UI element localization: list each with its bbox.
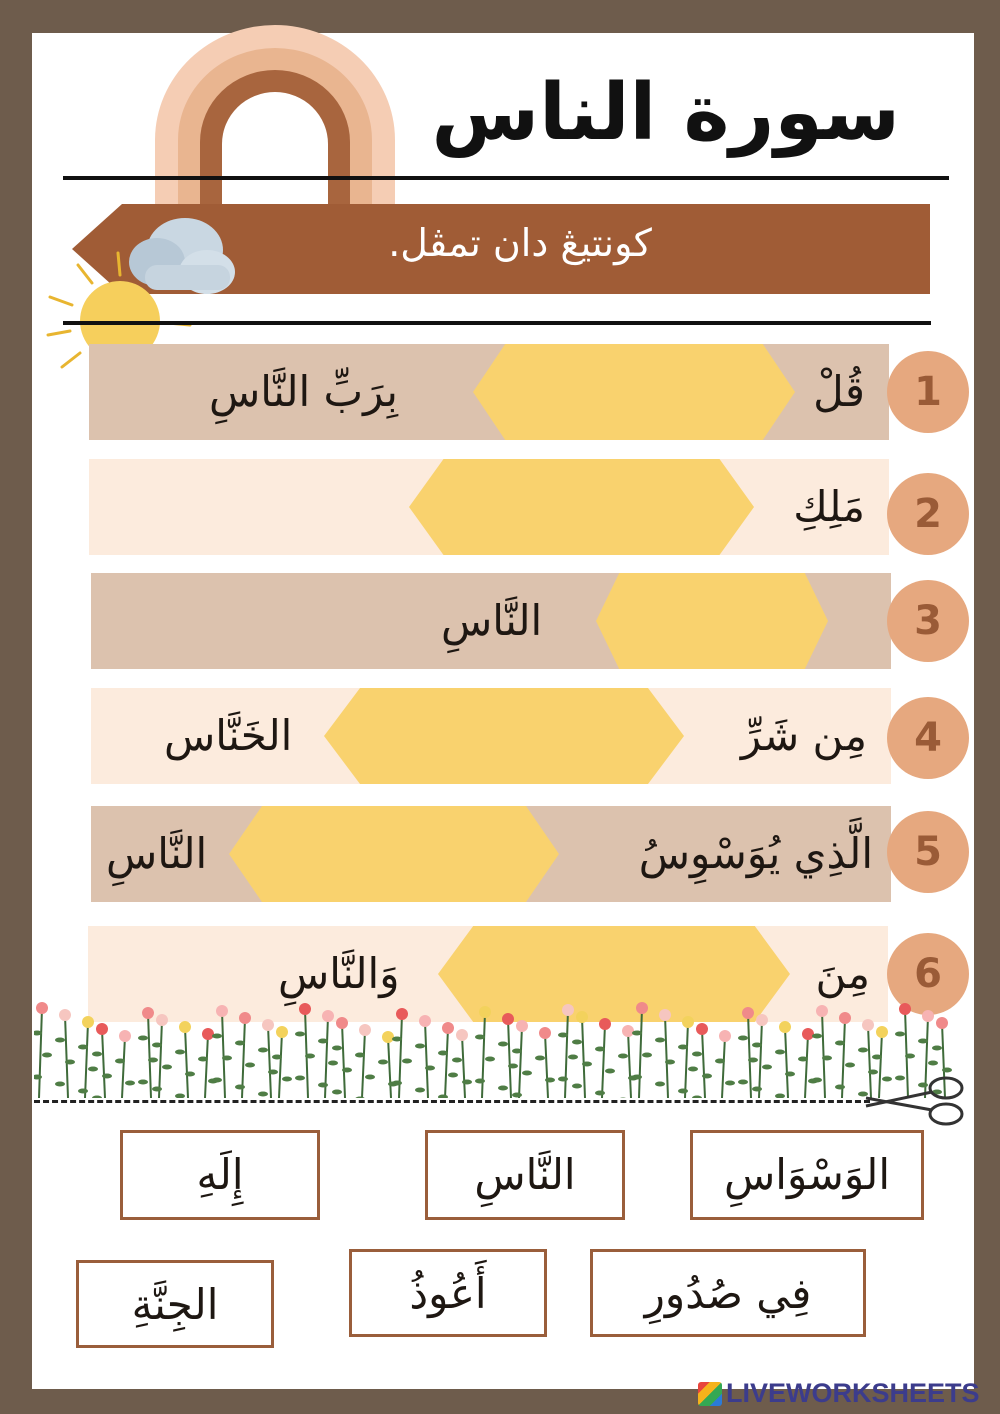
flower-stem	[602, 1024, 605, 1098]
flower-leaf	[175, 1050, 185, 1055]
flower-stem	[628, 1031, 631, 1098]
flower-bloom	[682, 1016, 694, 1028]
flower-bloom	[576, 1011, 588, 1023]
flower-stem	[545, 1033, 548, 1098]
liveworksheets-logo	[698, 1378, 998, 1410]
flower-stem	[122, 1036, 125, 1098]
flower-leaf	[258, 1092, 268, 1097]
flower-bloom	[216, 1005, 228, 1017]
flower-leaf	[498, 1086, 508, 1091]
flower-leaf	[235, 1041, 245, 1046]
flower-bloom	[779, 1021, 791, 1033]
flower-leaf	[305, 1054, 315, 1059]
flower-stem	[508, 1019, 511, 1098]
flower-leaf	[512, 1093, 522, 1098]
answer-card-ilah[interactable]: إِلَهِ	[120, 1130, 320, 1220]
flower-bloom	[899, 1003, 911, 1015]
flower-bloom	[636, 1002, 648, 1014]
flower-leaf	[138, 1036, 148, 1041]
flower-leaf	[222, 1056, 232, 1061]
flower-leaf	[775, 1094, 785, 1099]
verse-4-words-right: مِن شَرِّ	[740, 711, 867, 760]
verse-1-words-left: بِرَبِّ النَّاسِ	[209, 367, 398, 416]
flower-leaf	[692, 1052, 702, 1057]
flower-leaf	[42, 1053, 52, 1058]
flower-bloom	[179, 1021, 191, 1033]
flower-leaf	[295, 1076, 305, 1081]
flower-bloom	[419, 1015, 431, 1027]
flower-leaf	[245, 1063, 255, 1068]
verse-row-4	[91, 688, 891, 784]
flower-bloom	[82, 1016, 94, 1028]
flower-stem	[342, 1023, 345, 1098]
flower-leaf	[678, 1045, 688, 1050]
flower-leaf	[235, 1085, 245, 1090]
verse-6-words-left: وَالنَّاسِ	[278, 949, 400, 998]
flower-leaf	[88, 1067, 98, 1072]
flower-leaf	[258, 1048, 268, 1053]
flower-bloom	[802, 1028, 814, 1040]
flower-leaf	[508, 1064, 518, 1069]
flower-bloom	[516, 1020, 528, 1032]
verse-row-2	[89, 459, 889, 555]
flower-leaf	[568, 1055, 578, 1060]
flower-leaf	[402, 1059, 412, 1064]
flower-leaf	[785, 1072, 795, 1077]
flower-leaf	[715, 1059, 725, 1064]
scissors-icon	[862, 1072, 972, 1130]
flower-leaf	[125, 1081, 135, 1086]
flower-leaf	[415, 1088, 425, 1093]
verse-2-words-right: مَلِكِ	[793, 482, 865, 531]
flower-leaf	[55, 1038, 65, 1043]
answer-drop-zone-4[interactable]	[324, 688, 684, 784]
flower-bloom	[239, 1012, 251, 1024]
flower-bloom	[756, 1014, 768, 1026]
flower-leaf	[642, 1053, 652, 1058]
flower-bloom	[396, 1008, 408, 1020]
flower-leaf	[212, 1078, 222, 1083]
flower-bloom	[922, 1010, 934, 1022]
answer-card-audhu[interactable]: أَعُوذُ	[349, 1249, 547, 1337]
flower-bloom	[36, 1002, 48, 1014]
flower-leaf	[115, 1059, 125, 1064]
flower-bloom	[862, 1019, 874, 1031]
flower-stem	[702, 1029, 705, 1098]
flower-leaf	[748, 1058, 758, 1063]
flower-stem	[582, 1017, 585, 1098]
flower-leaf	[152, 1043, 162, 1048]
flower-leaf	[92, 1096, 102, 1099]
flower-leaf	[545, 1078, 555, 1083]
flower-leaf	[835, 1041, 845, 1046]
flower-leaf	[355, 1097, 365, 1099]
flower-leaf	[102, 1074, 112, 1079]
flower-leaf	[415, 1044, 425, 1049]
answer-card-annas[interactable]: النَّاسِ	[425, 1130, 625, 1220]
flower-stem	[148, 1013, 151, 1098]
verse-number-2: 2	[887, 473, 969, 555]
verse-number-3: 3	[887, 580, 969, 662]
flower-leaf	[272, 1055, 282, 1060]
flower-leaf	[92, 1052, 102, 1057]
flower-leaf	[895, 1032, 905, 1037]
flower-leaf	[572, 1040, 582, 1045]
flower-stem	[519, 1026, 522, 1098]
flower-leaf	[185, 1072, 195, 1077]
divider-bottom	[63, 321, 931, 325]
flower-leaf	[835, 1085, 845, 1090]
flower-leaf	[55, 1082, 65, 1087]
flower-leaf	[572, 1084, 582, 1089]
flower-bloom	[336, 1017, 348, 1029]
flower-bloom	[442, 1022, 454, 1034]
flower-leaf	[665, 1060, 675, 1065]
flower-leaf	[475, 1079, 485, 1084]
flower-bloom	[156, 1014, 168, 1026]
flower-leaf	[582, 1062, 592, 1067]
flower-leaf	[632, 1031, 642, 1036]
flower-stem	[388, 1037, 391, 1098]
flower-leaf	[928, 1061, 938, 1066]
flower-bloom	[142, 1007, 154, 1019]
flower-leaf	[618, 1054, 628, 1059]
flower-leaf	[702, 1074, 712, 1079]
flower-leaf	[438, 1095, 448, 1099]
flower-leaf	[932, 1046, 942, 1051]
verse-6-words-right: مِنَ	[815, 949, 870, 998]
flower-stem	[748, 1013, 751, 1098]
flower-bloom	[659, 1009, 671, 1021]
flower-stem	[565, 1010, 568, 1098]
flower-stem	[185, 1027, 188, 1098]
flower-leaf	[618, 1098, 628, 1099]
verse-row-3	[91, 573, 891, 669]
flower-leaf	[268, 1070, 278, 1075]
logo-text: LIVEWORKSHEETS	[726, 1378, 980, 1408]
rainbow-icon	[150, 20, 410, 220]
flower-bloom	[359, 1024, 371, 1036]
flower-stem	[102, 1029, 105, 1098]
flower-stem	[639, 1008, 642, 1098]
logo-mark-icon	[698, 1382, 722, 1406]
flower-bloom	[262, 1019, 274, 1031]
flower-leaf	[632, 1075, 642, 1080]
flower-leaf	[558, 1033, 568, 1038]
flower-leaf	[162, 1065, 172, 1070]
flower-leaf	[798, 1057, 808, 1062]
flower-stem	[39, 1008, 42, 1098]
flower-stem	[305, 1009, 308, 1098]
flower-leaf	[392, 1081, 402, 1086]
flower-leaf	[438, 1051, 448, 1056]
flower-bloom	[456, 1029, 468, 1041]
flower-leaf	[655, 1082, 665, 1087]
flower-leaf	[512, 1049, 522, 1054]
answer-card-fi-sudur[interactable]: فِي صُدُورِ	[590, 1249, 866, 1337]
flower-leaf	[318, 1083, 328, 1088]
flower-leaf	[678, 1089, 688, 1094]
flower-bloom	[322, 1010, 334, 1022]
verse-number-1: 1	[887, 351, 969, 433]
flower-leaf	[152, 1087, 162, 1092]
flower-leaf	[295, 1032, 305, 1037]
flower-leaf	[342, 1068, 352, 1073]
flower-leaf	[692, 1096, 702, 1099]
flower-bloom	[202, 1028, 214, 1040]
flower-leaf	[78, 1089, 88, 1094]
flower-leaf	[332, 1090, 342, 1095]
cut-line	[34, 1100, 870, 1103]
flower-bloom	[876, 1026, 888, 1038]
flower-leaf	[65, 1060, 75, 1065]
verse-5-words-right: الَّذِي يُوَسْوِسُ	[638, 829, 873, 878]
flower-leaf	[605, 1069, 615, 1074]
flower-leaf	[328, 1061, 338, 1066]
flower-leaf	[425, 1066, 435, 1071]
flower-leaf	[148, 1058, 158, 1063]
flower-bloom	[502, 1013, 514, 1025]
flower-bloom	[119, 1030, 131, 1042]
flower-stem	[205, 1034, 208, 1098]
flower-leaf	[378, 1060, 388, 1065]
flower-leaf	[752, 1087, 762, 1092]
flower-leaf	[918, 1039, 928, 1044]
flower-leaf	[905, 1054, 915, 1059]
flower-stem	[805, 1034, 808, 1098]
verse-number-6: 6	[887, 933, 969, 1015]
flower-bloom	[299, 1003, 311, 1015]
flower-leaf	[812, 1078, 822, 1083]
flower-leaf	[655, 1038, 665, 1043]
flower-stem	[222, 1011, 225, 1098]
flower-leaf	[332, 1046, 342, 1051]
flower-leaf	[485, 1057, 495, 1062]
flower-bloom	[382, 1031, 394, 1043]
flower-leaf	[365, 1075, 375, 1080]
flower-leaf	[775, 1050, 785, 1055]
flower-leaf	[175, 1094, 185, 1099]
flower-leaf	[452, 1058, 462, 1063]
flower-leaf	[448, 1073, 458, 1078]
flower-leaf	[858, 1048, 868, 1053]
flower-stem	[482, 1012, 485, 1098]
flower-leaf	[725, 1081, 735, 1086]
verse-row-5	[91, 806, 891, 902]
flower-bloom	[839, 1012, 851, 1024]
flower-stem	[445, 1028, 448, 1098]
flower-leaf	[282, 1077, 292, 1082]
flower-leaf	[392, 1037, 402, 1042]
flower-bloom	[622, 1025, 634, 1037]
flower-stem	[362, 1030, 365, 1098]
verse-1-words-right: قُلْ	[813, 367, 865, 416]
page-title: سورة الناس	[431, 68, 900, 158]
answer-drop-zone-2[interactable]	[409, 459, 754, 555]
flower-leaf	[34, 1075, 42, 1080]
verse-row-1	[89, 344, 889, 440]
flower-bloom	[539, 1027, 551, 1039]
flower-stem	[399, 1014, 402, 1098]
flower-stem	[268, 1025, 271, 1098]
flower-bloom	[936, 1017, 948, 1029]
answer-drop-zone-5[interactable]	[229, 806, 559, 902]
flower-leaf	[738, 1036, 748, 1041]
flower-leaf	[212, 1034, 222, 1039]
verse-5-words-left: النَّاسِ	[106, 829, 208, 878]
flower-leaf	[738, 1080, 748, 1085]
verse-number-5: 5	[887, 811, 969, 893]
flower-stem	[85, 1022, 88, 1098]
flower-bloom	[479, 1006, 491, 1018]
flower-leaf	[595, 1091, 605, 1096]
flower-bloom	[816, 1005, 828, 1017]
instruction-text: كونتيڠ دان تمڤل.	[388, 221, 652, 265]
flower-bloom	[742, 1007, 754, 1019]
flower-bloom	[562, 1004, 574, 1016]
flower-leaf	[762, 1065, 772, 1070]
flower-leaf	[318, 1039, 328, 1044]
flower-leaf	[535, 1056, 545, 1061]
flower-border	[34, 990, 970, 1098]
flower-leaf	[845, 1063, 855, 1068]
flower-bloom	[696, 1023, 708, 1035]
flower-leaf	[872, 1055, 882, 1060]
verse-3-words-left: النَّاسِ	[441, 596, 543, 645]
flower-stem	[822, 1011, 825, 1098]
verse-number-4: 4	[887, 697, 969, 779]
flower-stem	[665, 1015, 668, 1098]
flower-stem	[462, 1035, 465, 1098]
answer-card-aljinnah[interactable]: الجِنَّةِ	[76, 1260, 274, 1348]
answer-drop-zone-1[interactable]	[473, 344, 795, 440]
flower-stem	[722, 1036, 725, 1098]
flower-leaf	[822, 1056, 832, 1061]
flower-leaf	[355, 1053, 365, 1058]
flower-bloom	[96, 1023, 108, 1035]
flower-leaf	[595, 1047, 605, 1052]
divider-top	[63, 176, 949, 180]
answer-drop-zone-3[interactable]	[596, 573, 828, 669]
verse-4-words-left: الخَنَّاس	[164, 711, 293, 760]
flower-stem	[759, 1020, 762, 1098]
flower-leaf	[498, 1042, 508, 1047]
flower-leaf	[475, 1035, 485, 1040]
flower-stem	[65, 1015, 68, 1098]
flower-stem	[279, 1032, 282, 1098]
flower-stem	[425, 1021, 428, 1098]
flower-bloom	[719, 1030, 731, 1042]
flower-bloom	[59, 1009, 71, 1021]
flower-leaf	[688, 1067, 698, 1072]
flower-leaf	[138, 1080, 148, 1085]
flower-leaf	[812, 1034, 822, 1039]
flower-leaf	[198, 1057, 208, 1062]
flower-stem	[685, 1022, 688, 1098]
flower-bloom	[276, 1026, 288, 1038]
flower-leaf	[752, 1043, 762, 1048]
flower-leaf	[78, 1045, 88, 1050]
answer-card-alwaswas[interactable]: الوَسْوَاسِ	[690, 1130, 924, 1220]
flower-leaf	[558, 1077, 568, 1082]
flower-leaf	[522, 1071, 532, 1076]
flower-bloom	[599, 1018, 611, 1030]
flower-stem	[785, 1027, 788, 1098]
flower-leaf	[462, 1080, 472, 1085]
flower-stem	[159, 1020, 162, 1098]
